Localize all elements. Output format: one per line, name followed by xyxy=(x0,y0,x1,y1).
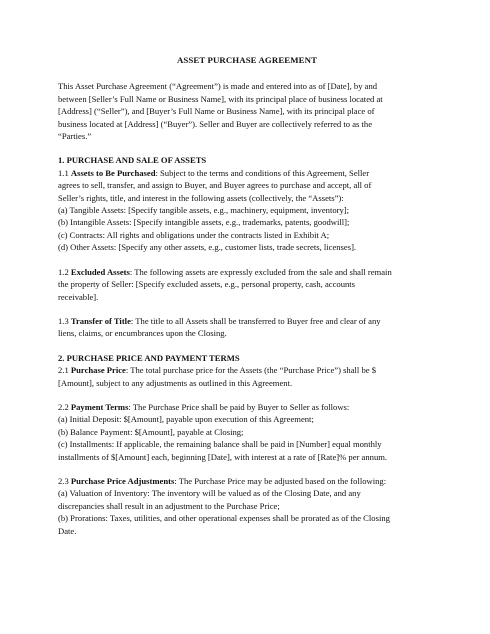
clause-text: : The Purchase Price shall be paid by Buyer to Seller as follows: xyxy=(128,401,350,412)
clause-1-1 xyxy=(58,154,436,253)
clause-1-2 xyxy=(58,266,436,303)
clause-label: Transfer of Title xyxy=(70,315,131,326)
clause-label: Purchase Price xyxy=(70,365,126,376)
clause-line: Seller’s rights, title, and interest in the following assets (collectively, the “Assets”): xyxy=(58,192,344,203)
clause-label: Payment Terms xyxy=(70,401,129,412)
clause-text: : The title to all Assets shall be transferred to Buyer free and clear of any xyxy=(130,315,381,326)
clause-label: Excluded Assets xyxy=(70,266,130,277)
clause-text: : The Purchase Price may be adjusted based on the following: xyxy=(174,475,387,486)
clause-first-line xyxy=(58,315,436,327)
clause-text: : The following assets are expressly excluded from the sale and shall remain xyxy=(129,266,392,277)
list-item: (c) Contracts: All rights and obligations under the contracts listed in Exhibit A; xyxy=(58,229,330,240)
clause-number: 2.1 xyxy=(58,365,71,376)
list-item: Date. xyxy=(58,525,77,536)
clause-first-line xyxy=(58,364,436,376)
clause-label: Purchase Price Adjustments xyxy=(70,475,175,486)
clause-2-1 xyxy=(58,352,436,389)
clause-first-line xyxy=(58,167,436,179)
clause-line: the property of Seller: [Specify excluded assets, e.g., personal property, cash, accounts xyxy=(58,279,356,290)
clause-number: 2.3 xyxy=(58,475,71,486)
document-title: ASSET PURCHASE AGREEMENT xyxy=(176,55,318,65)
clause-text: : The total purchase price for the Assets (the “Purchase Price”) shall be $ xyxy=(125,365,377,376)
list-item: (b) Prorations: Taxes, utilities, and other operational expenses shall be prorated as of the Closing xyxy=(58,513,390,524)
clause-number: 2.2 xyxy=(58,401,71,412)
list-item: discrepancies shall result in an adjustment to the Purchase Price; xyxy=(58,500,280,511)
intro-line: “Parties.” xyxy=(58,131,92,142)
clause-text: : Subject to the terms and conditions of this Agreement, Seller xyxy=(155,167,370,178)
list-item: (b) Balance Payment: $[Amount], payable at Closing; xyxy=(58,426,244,437)
intro-line: between [Seller’s Full Name or Business Name], with its principal place of business located at xyxy=(58,93,383,104)
intro-line: This Asset Purchase Agreement (“Agreement”) is made and entered into as of [Date], by and xyxy=(58,81,378,92)
intro-paragraph xyxy=(58,80,436,142)
list-item: (a) Tangible Assets: [Specify tangible assets, e.g., machinery, equipment, inventory]; xyxy=(58,205,350,216)
list-item: (b) Intangible Assets: [Specify intangible assets, e.g., trademarks, patents, goodwill]; xyxy=(58,217,350,228)
section-2-heading: 2. PURCHASE PRICE AND PAYMENT TERMS xyxy=(58,352,240,363)
clause-line: [Amount], subject to any adjustments as outlined in this Agreement. xyxy=(58,377,293,388)
list-item: (d) Other Assets: [Specify any other assets, e.g., customer lists, trade secrets, licenses]. xyxy=(58,242,357,253)
list-item: (a) Initial Deposit: $[Amount], payable upon execution of this Agreement; xyxy=(58,414,314,425)
clause-2-3 xyxy=(58,475,436,537)
list-item: (a) Valuation of Inventory: The inventory will be valued as of the Closing Date, and any xyxy=(58,488,361,499)
list-item: installments of $[Amount] each, beginning [Date], with interest at a rate of [Rate]% per annum. xyxy=(58,451,388,462)
section-1-heading: 1. PURCHASE AND SALE OF ASSETS xyxy=(58,155,207,166)
clause-first-line xyxy=(58,475,436,487)
clause-label: Assets to Be Purchased xyxy=(70,167,156,178)
clause-first-line xyxy=(58,401,436,413)
intro-line: business located at [Address] (“Buyer”). Seller and Buyer are collectively referred to as the xyxy=(58,118,373,129)
list-item: (c) Installments: If applicable, the remaining balance shall be paid in [Number] equal monthly xyxy=(58,439,382,450)
clause-number: 1.1 xyxy=(58,167,71,178)
document-body xyxy=(58,54,436,549)
clause-first-line xyxy=(58,266,436,278)
clause-number: 1.3 xyxy=(58,315,71,326)
clause-line: agrees to sell, transfer, and assign to Buyer, and Buyer agrees to purchase and accept, all of xyxy=(58,180,372,191)
clause-1-3 xyxy=(58,315,436,340)
clause-number: 1.2 xyxy=(58,266,71,277)
clause-line: receivable]. xyxy=(58,291,99,302)
clause-2-2 xyxy=(58,401,436,463)
clause-line: liens, claims, or encumbrances upon the Closing. xyxy=(58,328,227,339)
intro-line: [Address] (“Seller”), and [Buyer’s Full Name or Business Name], with its principal place of xyxy=(58,106,375,117)
